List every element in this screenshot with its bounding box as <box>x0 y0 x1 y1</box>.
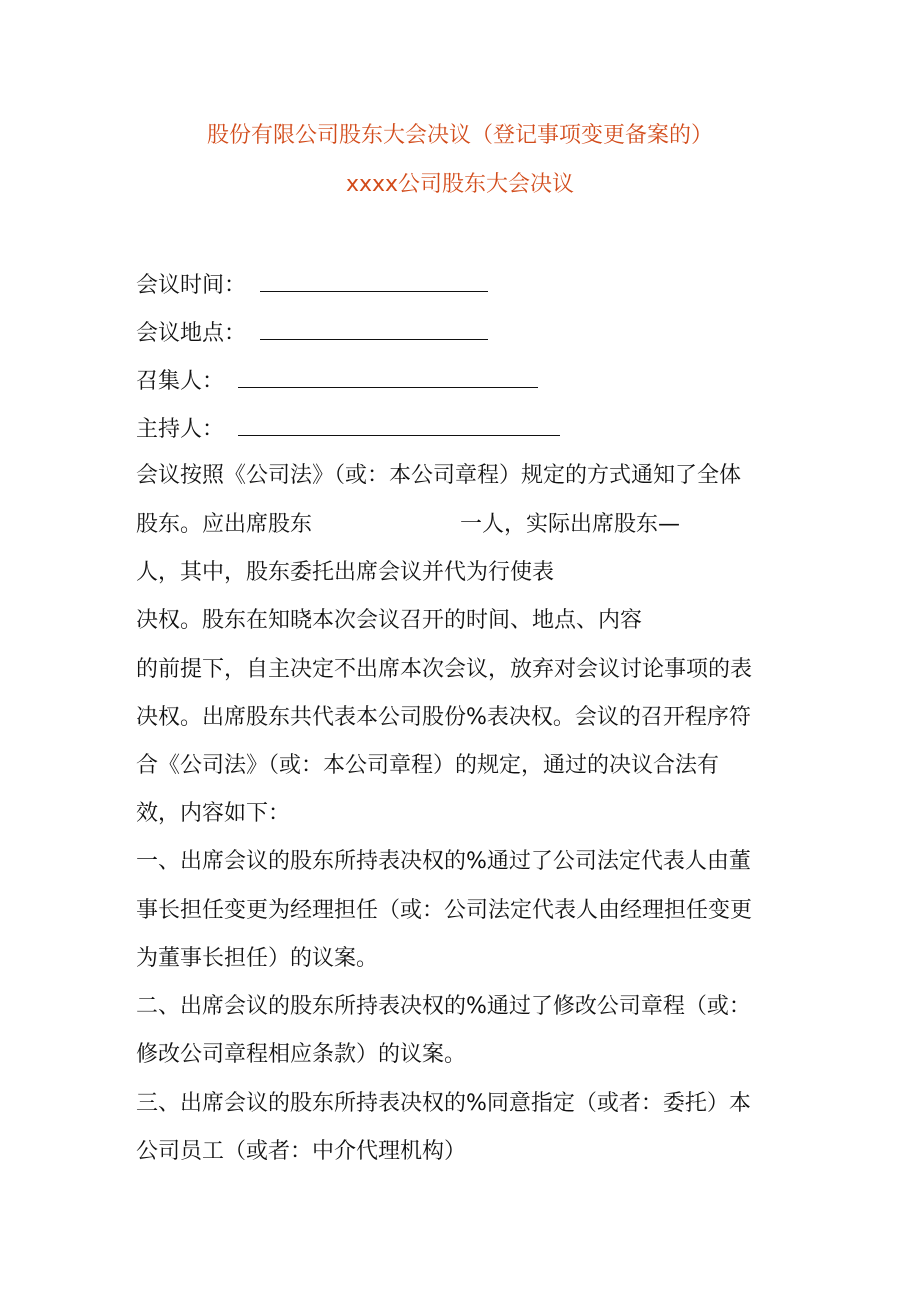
resolution-1-line-1: 一、出席会议的股东所持表决权的%通过了公司法定代表人由董 <box>136 849 751 874</box>
meeting-place-label: 会议地点： <box>136 321 247 346</box>
resolution-2-line-2: 修改公司章程相应条款）的议案。 <box>136 1042 467 1067</box>
body-line-2a: 股东。应出席股东 <box>136 512 313 537</box>
resolution-2-line-1: 二、出席会议的股东所持表决权的%通过了修改公司章程（或： <box>136 994 751 1019</box>
body-line-2 <box>136 510 680 540</box>
host-label: 主持人： <box>136 417 225 442</box>
convener-row <box>136 365 538 397</box>
document-subtitle: xxxx公司股东大会决议 <box>345 172 575 197</box>
body-line-8: 效，内容如下： <box>136 801 291 826</box>
host-blank <box>238 413 560 436</box>
body-line-4: 决权。股东在知晓本次会议召开的时间、地点、内容 <box>136 608 643 633</box>
resolution-1-line-2: 事长担任变更为经理担任（或：公司法定代表人由经理担任变更 <box>136 898 753 923</box>
body-line-7: 合《公司法》（或：本公司章程）的规定，通过的决议合法有 <box>136 753 720 778</box>
convener-blank <box>238 365 538 388</box>
body-line-2b: 一人，实际出席股东— <box>460 512 681 537</box>
meeting-time-row <box>136 269 488 301</box>
resolution-3-line-2: 公司员工（或者：中介代理机构） <box>136 1139 467 1164</box>
body-line-1: 会议按照《公司法》（或：本公司章程）规定的方式通知了全体 <box>136 463 742 488</box>
resolution-3-line-1: 三、出席会议的股东所持表决权的%同意指定（或者：委托）本 <box>136 1091 751 1116</box>
host-row <box>136 413 560 445</box>
document-title: 股份有限公司股东大会决议（登记事项变更备案的） <box>206 123 713 148</box>
resolution-1-line-3: 为董事长担任）的议案。 <box>136 946 379 971</box>
meeting-time-blank <box>260 269 488 292</box>
meeting-place-row <box>136 317 488 349</box>
body-line-3: 人，其中，股东委托出席会议并代为行使表 <box>136 560 555 585</box>
meeting-place-blank <box>260 317 488 340</box>
body-line-5: 的前提下，自主决定不出席本次会议，放弃对会议讨论事项的表 <box>136 657 753 682</box>
body-line-6: 决权。出席股东共代表本公司股份%表决权。会议的召开程序符 <box>136 705 751 730</box>
convener-label: 召集人： <box>136 369 225 394</box>
meeting-time-label: 会议时间： <box>136 273 247 298</box>
